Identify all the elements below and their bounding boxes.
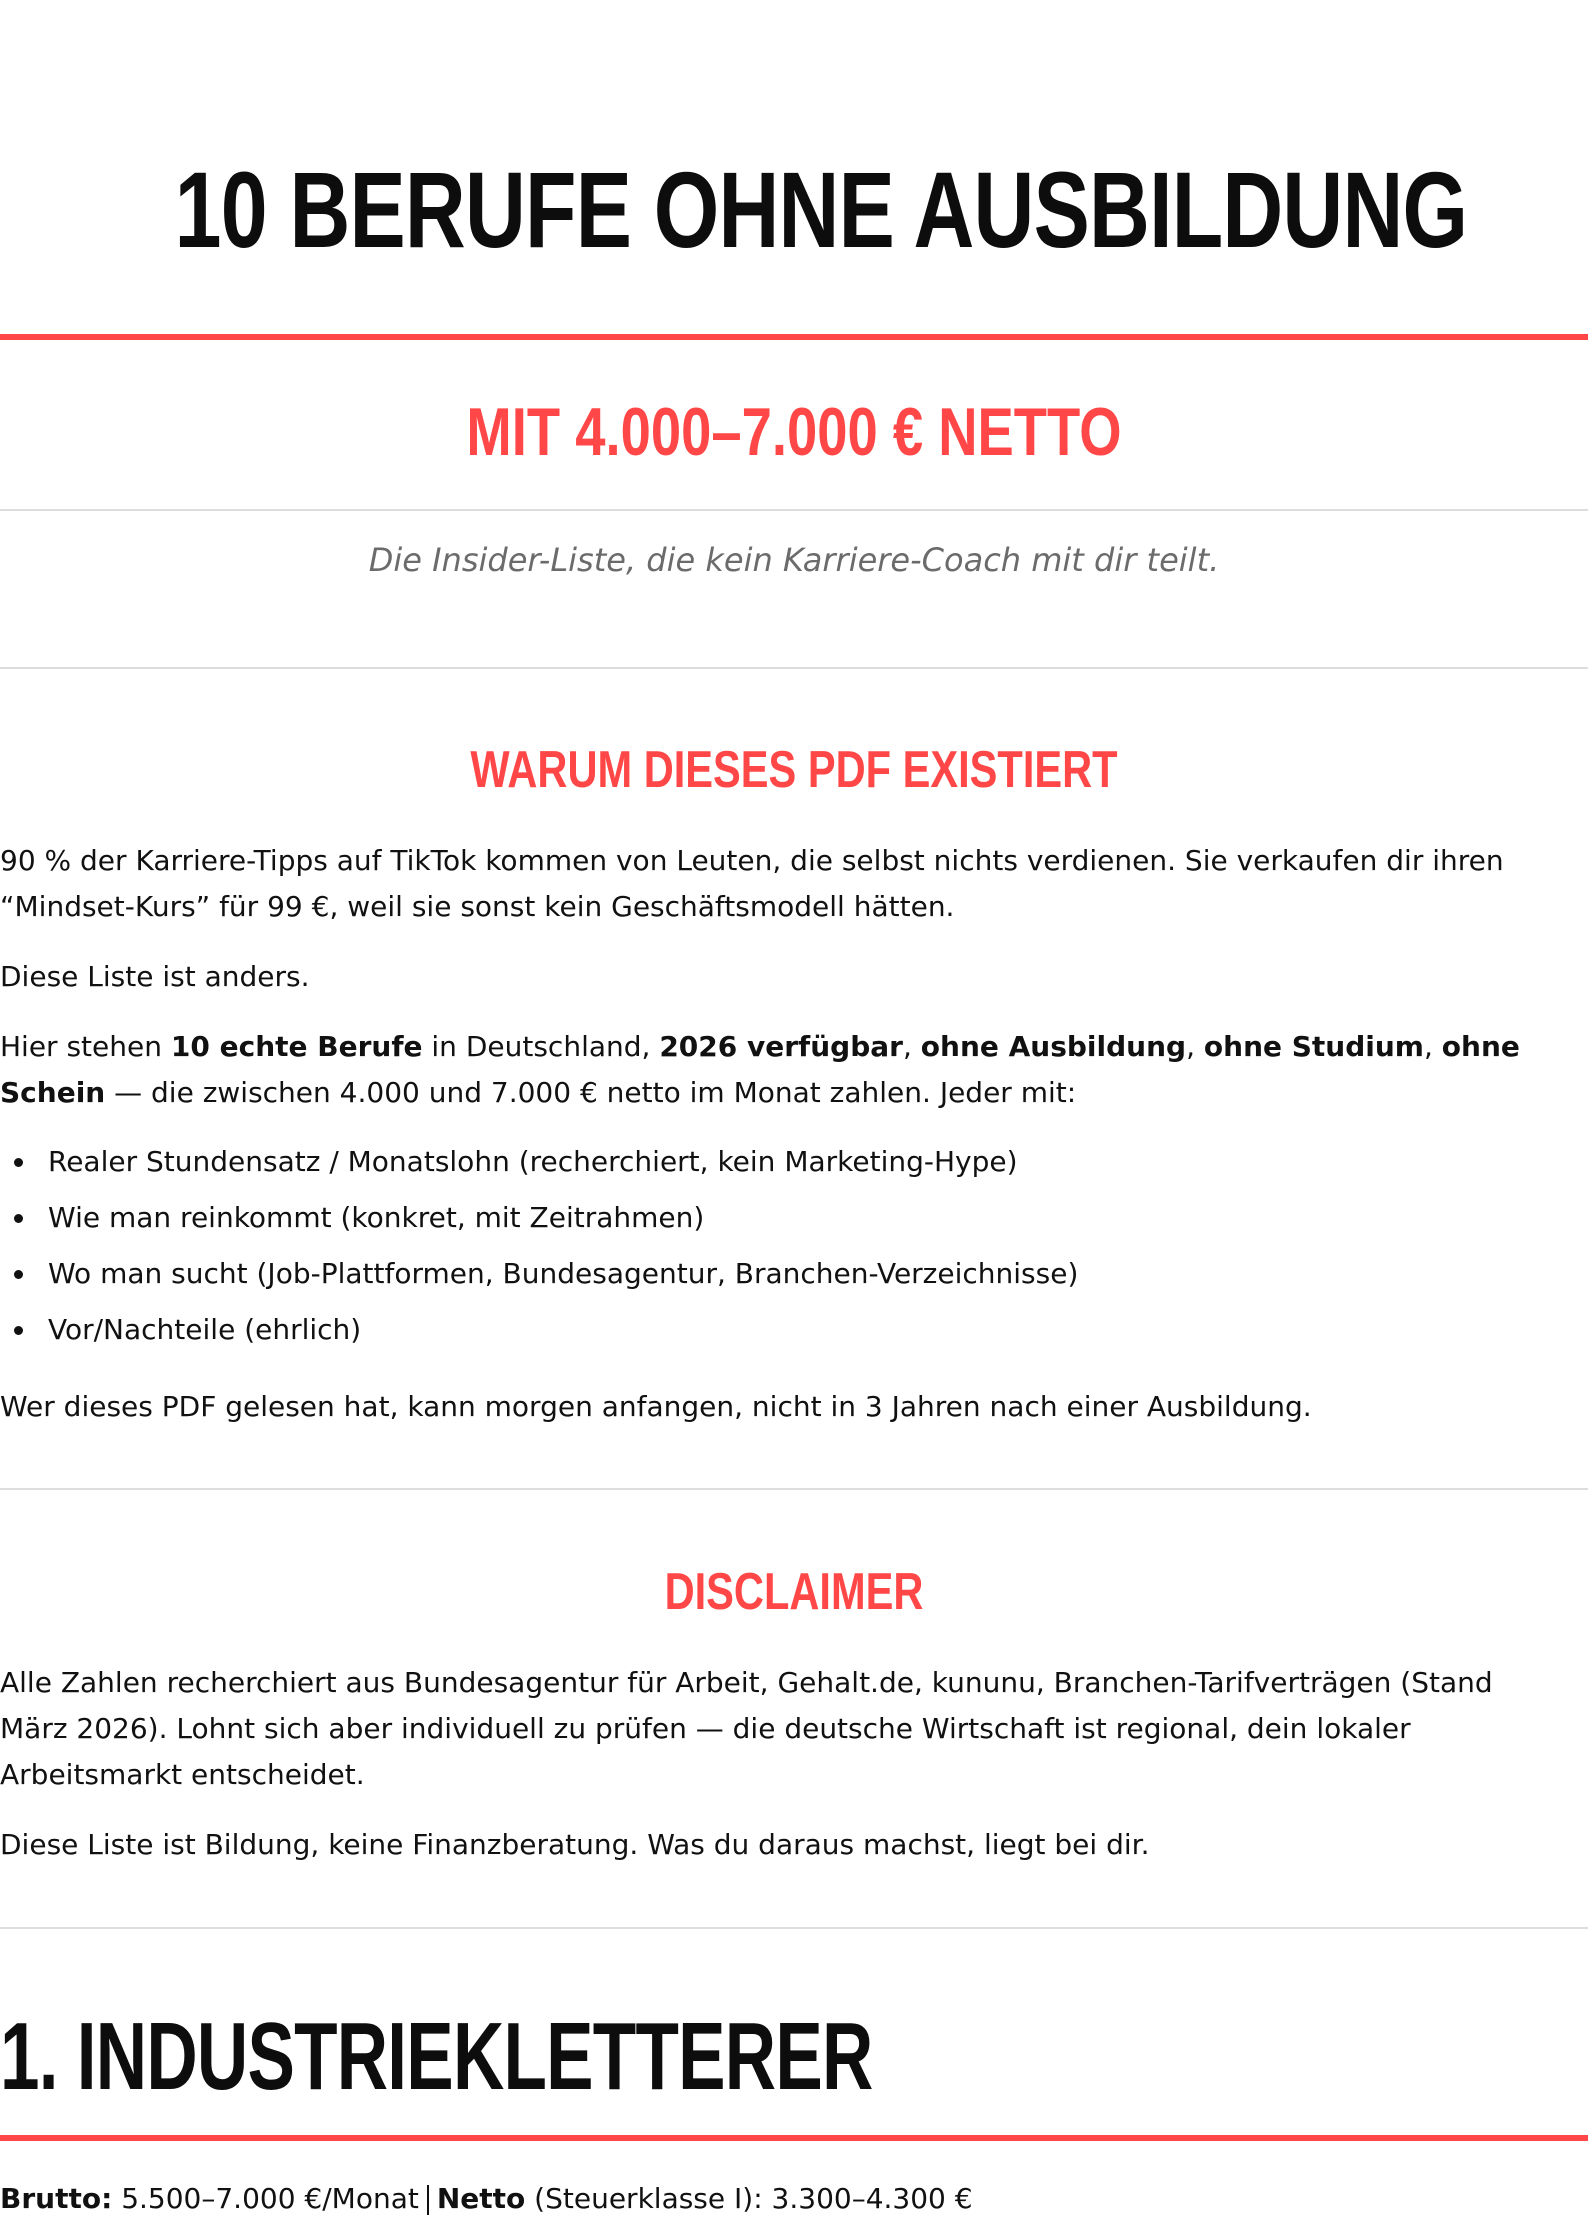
disclaimer-divider	[0, 1927, 1588, 1929]
why-paragraph-4: Wer dieses PDF gelesen hat, kann morgen anfangen, nicht in 3 Jahren nach einer Ausbildung.	[0, 1390, 1312, 1423]
list-item: Vor/Nachteile (ehrlich)	[0, 1302, 1540, 1358]
highlight-10-berufe: 10 echte Berufe	[170, 1030, 423, 1063]
list-item: Wo man sucht (Job-Plattformen, Bundesagentur, Branchen-Verzeichnisse)	[0, 1246, 1540, 1302]
highlight-2026: 2026 verfügbar	[659, 1030, 903, 1063]
why-paragraph-2: Diese Liste ist anders.	[0, 960, 310, 993]
why-paragraph-1: 90 % der Karriere-Tipps auf TikTok kommen von Leuten, die selbst nichts verdienen. Sie verkaufen dir ihren “Mindset-Kurs” für 99 €, weil sie sonst kein Geschäftsmodell hätten.	[0, 844, 1504, 923]
document-subtitle: MIT 4.000–7.000 € NETTO	[466, 394, 1122, 470]
why-paragraph-3: Hier stehen 10 echte Berufe in Deutschland, 2026 verfügbar, ohne Ausbildung, ohne Studium, ohne Schein — die zwischen 4.000 und 7.000 € netto im Monat zahlen. Jeder mit:	[0, 1030, 1520, 1109]
why-section-heading: WARUM DIESES PDF EXISTIERT	[470, 741, 1118, 799]
document-tagline: Die Insider-Liste, die kein Karriere-Coach mit dir teilt.	[368, 541, 1220, 579]
list-item: Wie man reinkommt (konkret, mit Zeitrahmen)	[0, 1190, 1540, 1246]
brutto-label: Brutto:	[0, 2182, 113, 2215]
list-item: Realer Stundensatz / Monatslohn (recherchiert, kein Marketing-Hype)	[0, 1134, 1540, 1190]
title-divider	[0, 334, 1588, 340]
disclaimer-paragraph-1: Alle Zahlen recherchiert aus Bundesagentur für Arbeit, Gehalt.de, kununu, Branchen-Tarifverträgen (Stand März 2026). Lohnt sich aber individuell zu prüfen — die deutsche Wirtschaft ist regional, dein lokaler Arbeitsmarkt entscheidet.	[0, 1666, 1493, 1791]
why-section-divider	[0, 1488, 1588, 1490]
bullet-icon	[14, 1214, 23, 1223]
job-1-title: 1. INDUSTRIEKLETTERER	[0, 2003, 873, 2110]
job-1-salary	[0, 2176, 973, 2222]
netto-label: Netto	[436, 2182, 526, 2215]
disclaimer-paragraph-2: Diese Liste ist Bildung, keine Finanzberatung. Was du daraus machst, liegt bei dir.	[0, 1828, 1150, 1861]
bullet-icon	[14, 1158, 23, 1167]
brutto-value: 5.500–7.000 €/Monat	[112, 2182, 419, 2215]
salary-separator	[427, 2185, 429, 2215]
tagline-divider	[0, 667, 1588, 669]
bullet-icon	[14, 1326, 23, 1335]
highlight-ohne-ausbildung: ohne Ausbildung	[920, 1030, 1187, 1063]
highlight-ohne-studium: ohne Studium	[1203, 1030, 1424, 1063]
highlight-ohne-schein: ohne Schein	[0, 1030, 1520, 1109]
netto-value: (Steuerklasse I): 3.300–4.300 €	[525, 2182, 973, 2215]
subtitle-divider	[0, 509, 1588, 511]
feature-list	[0, 1134, 1540, 1358]
disclaimer-heading: DISCLAIMER	[664, 1563, 924, 1621]
bullet-icon	[14, 1270, 23, 1279]
document-title: 10 BERUFE OHNE AUSBILDUNG	[174, 149, 1468, 270]
job-1-divider	[0, 2135, 1588, 2141]
